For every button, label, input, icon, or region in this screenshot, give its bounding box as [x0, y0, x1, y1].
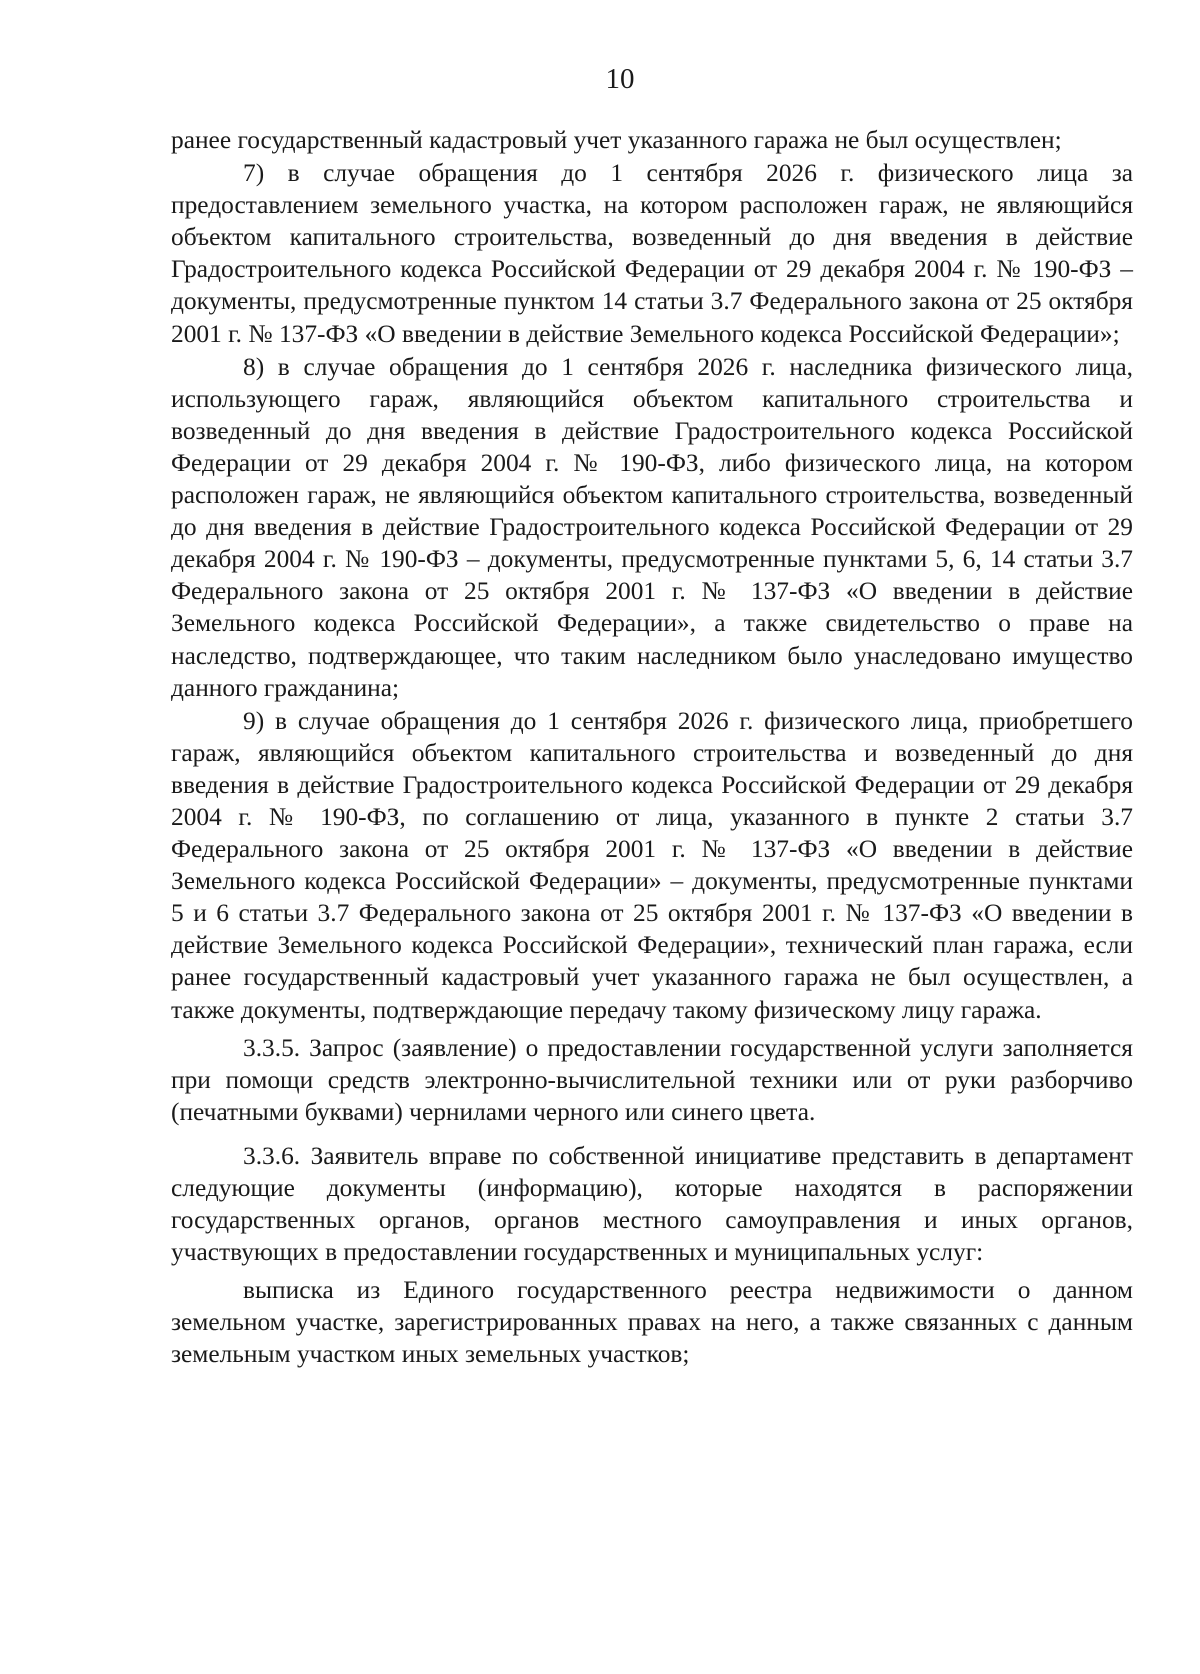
document-body	[171, 124, 1133, 1371]
paragraph-egrn-extract: выписка из Единого государственного реестра недвижимости о данном земельном участке, зарегистрированных правах на него, а также связанных с данным земельным участком иных земельных участков;	[171, 1276, 1133, 1369]
paragraph-3-3-6: 3.3.6. Заявитель вправе по собственной инициативе представить в департамент следующие документы (информацию), которые находятся в распоряжении государственных органов, органов местного самоуправления и иных органов, участвующих в предоставлении государственных и муниципальных услуг:	[171, 1141, 1133, 1267]
paragraph-item-7: 7) в случае обращения до 1 сентября 2026 г. физического лица за предоставлением земельного участка, на котором расположен гараж, не являющийся объектом капитального строительства, возведенный до дня введения в действие Градостроительного кодекса Российской Федерации от 29 декабря 2004 г. № 190-ФЗ – документы, предусмотренные пунктом 14 статьи 3.7 Федерального закона от 25 октября 2001 г. № 137-ФЗ «О введении в действие Земельного кодекса Российской Федерации»;	[171, 159, 1133, 348]
paragraph-3-3-5: 3.3.5. Запрос (заявление) о предоставлении государственной услуги заполняется при помощи средств электронно-вычислительной техники или от руки разборчиво (печатными буквами) чернилами черного или синего цвета.	[171, 1033, 1133, 1126]
paragraph-item-9: 9) в случае обращения до 1 сентября 2026 г. физического лица, приобретшего гараж, являющийся объектом капитального строительства и возведенный до дня введения в действие Градостроительного кодекса Российской Федерации от 29 декабря 2004 г. № 190-ФЗ, по соглашению от лица, указанного в пункте 2 статьи 3.7 Федерального закона от 25 октября 2001 г. № 137-ФЗ «О введении в действие Земельного кодекса Российской Федерации» – документы, предусмотренные пунктами 5 и 6 статьи 3.7 Федерального закона от 25 октября 2001 г. № 137-ФЗ «О введении в действие Земельного кодекса Российской Федерации», технический план гаража, если ранее государственный кадастровый учет указанного гаража не был осуществлен, а также документы, подтверждающие передачу такому физическому лицу гаража.	[171, 706, 1133, 1024]
page-number: 10	[605, 63, 635, 95]
paragraph-item-8: 8) в случае обращения до 1 сентября 2026 г. наследника физического лица, использующего гараж, являющийся объектом капитального строительства и возведенный до дня введения в действие Градостроительного кодекса Российской Федерации от 29 декабря 2004 г. № 190-ФЗ, либо физического лица, на котором расположен гараж, не являющийся объектом капитального строительства, возведенный до дня введения в действие Градостроительного кодекса Российской Федерации от 29 декабря 2004 г. № 190-ФЗ – документы, предусмотренные пунктами 5, 6, 14 статьи 3.7 Федерального закона от 25 октября 2001 г. № 137-ФЗ «О введении в действие Земельного кодекса Российской Федерации», а также свидетельство о праве на наследство, подтверждающее, что таким наследником было унаследовано имущество данного гражданина;	[171, 352, 1133, 702]
paragraph-continuation: ранее государственный кадастровый учет указанного гаража не был осуществлен;	[171, 126, 1062, 154]
